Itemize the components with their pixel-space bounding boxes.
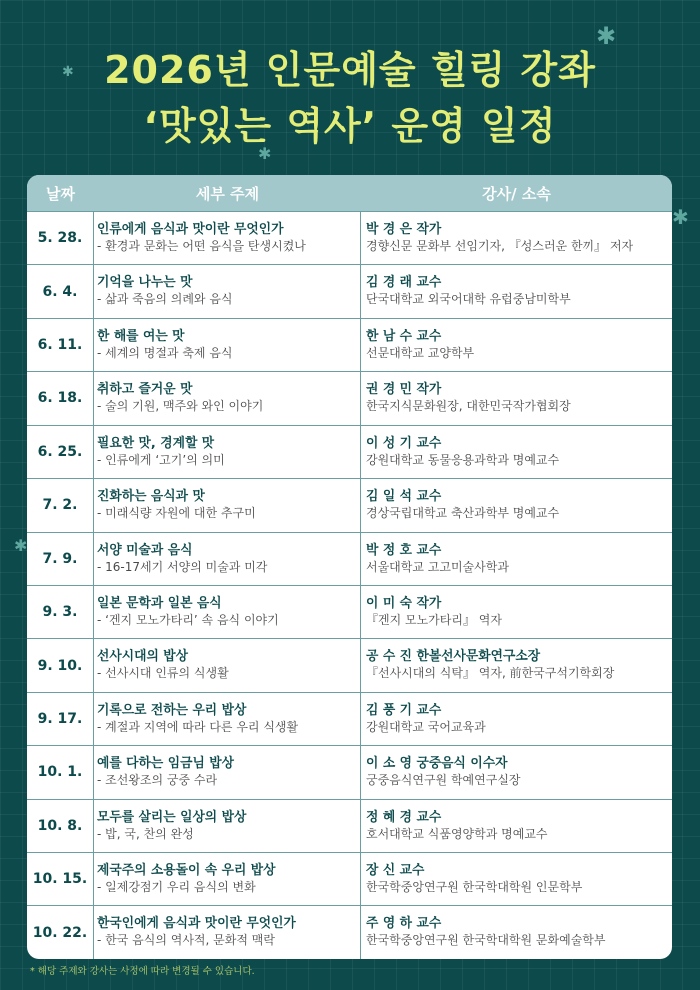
sparkle-icon: ✱: [596, 22, 617, 50]
table-row: [27, 799, 672, 852]
topic-subtitle: - 조선왕조의 궁중 수라: [97, 773, 218, 788]
topic-cell: [94, 265, 361, 317]
date-cell: 6. 4.: [27, 265, 94, 317]
lecturer-affiliation: 한국학중앙연구원 한국학대학원 문화예술학부: [366, 933, 606, 948]
table-row: [27, 745, 672, 798]
lecturer-affiliation: 한국지식문화원장, 대한민국작가협회장: [366, 399, 571, 414]
lecturer-affiliation: 선문대학교 교양학부: [366, 345, 475, 360]
lecturer-name: 공 수 진 한볼선사문화연구소장: [366, 649, 541, 665]
sparkle-icon: ✱: [62, 64, 74, 80]
lecturer-affiliation: 『겐지 모노가타리』 역자: [366, 612, 502, 627]
topic-subtitle: - ‘겐지 모노가타리’ 속 음식 이야기: [97, 612, 279, 627]
topic-subtitle: - 환경과 문화는 어떤 음식을 탄생시켰나: [97, 239, 306, 253]
table-row: [27, 905, 672, 958]
topic-title: 제국주의 소용돌이 속 우리 밥상: [97, 863, 276, 879]
lecturer-name: 박 경 은 작가: [366, 222, 442, 237]
sparkle-icon: ✱: [258, 144, 272, 163]
header-topic: 세부 주제: [195, 184, 260, 203]
table-row: [27, 478, 672, 531]
topic-subtitle: - 인류에게 ‘고기’의 의미: [97, 452, 225, 467]
lecturer-affiliation: 강원대학교 동물응용과학과 명예교수: [366, 452, 560, 467]
lecturer-affiliation: 서울대학교 고고미술사학과: [366, 559, 509, 574]
lecturer-name: 이 미 숙 작가: [366, 595, 442, 611]
topic-cell: [94, 586, 361, 638]
topic-subtitle: - 16-17세기 서양의 미술과 미각: [97, 559, 268, 574]
table-row: [27, 425, 672, 478]
lecturer-affiliation: 『선사시대의 식탁』 역자, 前한국구석기학회장: [366, 666, 615, 681]
table-body: [27, 211, 672, 959]
lecturer-name: 주 영 하 교수: [366, 916, 442, 932]
schedule-table: [27, 175, 672, 959]
title-line-1: 2026년 인문예술 힐링 강좌: [104, 48, 596, 92]
date-cell: 7. 9.: [27, 533, 94, 585]
lecturer-name: 정 혜 경 교수: [366, 809, 442, 825]
topic-title: 예를 다하는 임금님 밥상: [97, 756, 234, 772]
table-row: [27, 638, 672, 691]
topic-title: 진화하는 음식과 맛: [97, 489, 205, 505]
date-cell: 10. 22.: [27, 906, 94, 958]
date-cell: 6. 11.: [27, 319, 94, 371]
topic-title: 인류에게 음식과 맛이란 무엇인가: [97, 222, 284, 237]
date-cell: 9. 10.: [27, 639, 94, 691]
lecturer-affiliation: 경향신문 문화부 선임기자, 『성스러운 한끼』 저자: [366, 239, 634, 253]
lecturer-cell: [361, 693, 672, 745]
table-header: [27, 175, 672, 211]
topic-title: 선사시대의 밥상: [97, 649, 188, 665]
table-row: [27, 692, 672, 745]
lecturer-affiliation: 궁중음식연구원 학예연구실장: [366, 773, 521, 788]
lecturer-cell: [361, 746, 672, 798]
topic-subtitle: - 선사시대 인류의 식생활: [97, 666, 229, 681]
topic-title: 기억을 나누는 맛: [97, 275, 193, 291]
topic-cell: [94, 853, 361, 905]
topic-subtitle: - 밥, 국, 찬의 완성: [97, 826, 194, 841]
lecturer-cell: [361, 800, 672, 852]
topic-subtitle: - 세계의 명절과 축제 음식: [97, 345, 233, 360]
topic-subtitle: - 계절과 지역에 따라 다른 우리 식생활: [97, 719, 299, 734]
topic-subtitle: - 삶과 죽음의 의례와 음식: [97, 292, 233, 307]
topic-title: 필요한 맛, 경계할 맛: [97, 435, 215, 451]
topic-title: 서양 미술과 음식: [97, 542, 193, 558]
table-row: [27, 211, 672, 264]
topic-title: 기록으로 전하는 우리 밥상: [97, 702, 247, 718]
topic-subtitle: - 술의 기원, 맥주와 와인 이야기: [97, 399, 264, 414]
date-cell: 10. 15.: [27, 853, 94, 905]
lecturer-name: 한 남 수 교수: [366, 328, 442, 344]
table-row: [27, 585, 672, 638]
lecturer-affiliation: 단국대학교 외국어대학 유럽중남미학부: [366, 292, 571, 307]
lecturer-name: 김 일 석 교수: [366, 489, 442, 505]
date-cell: 5. 28.: [27, 212, 94, 264]
topic-cell: [94, 479, 361, 531]
lecturer-cell: [361, 853, 672, 905]
lecturer-cell: [361, 372, 672, 424]
lecturer-affiliation: 한국학중앙연구원 한국학대학원 인문학부: [366, 880, 583, 895]
date-cell: 7. 2.: [27, 479, 94, 531]
lecturer-name: 김 경 래 교수: [366, 275, 442, 291]
lecturer-cell: [361, 586, 672, 638]
lecturer-name: 이 성 기 교수: [366, 435, 442, 451]
table-row: [27, 532, 672, 585]
lecturer-cell: [361, 906, 672, 958]
topic-cell: [94, 746, 361, 798]
lecturer-affiliation: 호서대학교 식품영양학과 명예교수: [366, 826, 548, 841]
table-row: [27, 371, 672, 424]
header-lecturer: 강사/ 소속: [482, 184, 551, 203]
date-cell: 6. 25.: [27, 426, 94, 478]
date-cell: 10. 8.: [27, 800, 94, 852]
topic-cell: [94, 639, 361, 691]
topic-title: 한국인에게 음식과 맛이란 무엇인가: [97, 916, 296, 932]
topic-cell: [94, 212, 361, 264]
lecturer-name: 장 신 교수: [366, 863, 425, 879]
topic-title: 취하고 즐거운 맛: [97, 382, 193, 398]
lecturer-affiliation: 경상국립대학교 축산과학부 명예교수: [366, 506, 560, 521]
topic-cell: [94, 800, 361, 852]
topic-title: 일본 문학과 일본 음식: [97, 595, 222, 611]
lecturer-name: 이 소 영 궁중음식 이수자: [366, 756, 508, 772]
topic-cell: [94, 319, 361, 371]
page-title: [0, 42, 700, 154]
date-cell: 9. 3.: [27, 586, 94, 638]
topic-cell: [94, 372, 361, 424]
topic-title: 한 해를 여는 맛: [97, 328, 185, 344]
date-cell: 9. 17.: [27, 693, 94, 745]
table-row: [27, 264, 672, 317]
lecturer-cell: [361, 533, 672, 585]
lecturer-cell: [361, 265, 672, 317]
topic-subtitle: - 미래식량 자원에 대한 추구미: [97, 506, 256, 521]
date-cell: 10. 1.: [27, 746, 94, 798]
date-cell: 6. 18.: [27, 372, 94, 424]
topic-cell: [94, 426, 361, 478]
lecturer-affiliation: 강원대학교 국어교육과: [366, 719, 486, 734]
lecturer-name: 권 경 민 작가: [366, 382, 442, 398]
lecturer-name: 김 풍 기 교수: [366, 702, 442, 718]
topic-title: 모두를 살리는 일상의 밥상: [97, 809, 247, 825]
title-line-2: ‘맛있는 역사’ 운영 일정: [143, 104, 557, 148]
table-row: [27, 318, 672, 371]
lecturer-cell: [361, 426, 672, 478]
topic-cell: [94, 906, 361, 958]
topic-cell: [94, 533, 361, 585]
topic-subtitle: - 일제강점기 우리 음식의 변화: [97, 880, 256, 895]
lecturer-name: 박 정 호 교수: [366, 542, 442, 558]
sparkle-icon: ✱: [14, 536, 28, 555]
lecturer-cell: [361, 212, 672, 264]
footnote: * 해당 주제와 강사는 사정에 따라 변경될 수 있습니다.: [30, 966, 255, 977]
lecturer-cell: [361, 319, 672, 371]
lecturer-cell: [361, 479, 672, 531]
table-row: [27, 852, 672, 905]
lecturer-cell: [361, 639, 672, 691]
header-date: 날짜: [46, 184, 75, 203]
topic-cell: [94, 693, 361, 745]
sparkle-icon: ✱: [672, 205, 689, 229]
topic-subtitle: - 한국 음식의 역사적, 문화적 맥락: [97, 933, 275, 948]
